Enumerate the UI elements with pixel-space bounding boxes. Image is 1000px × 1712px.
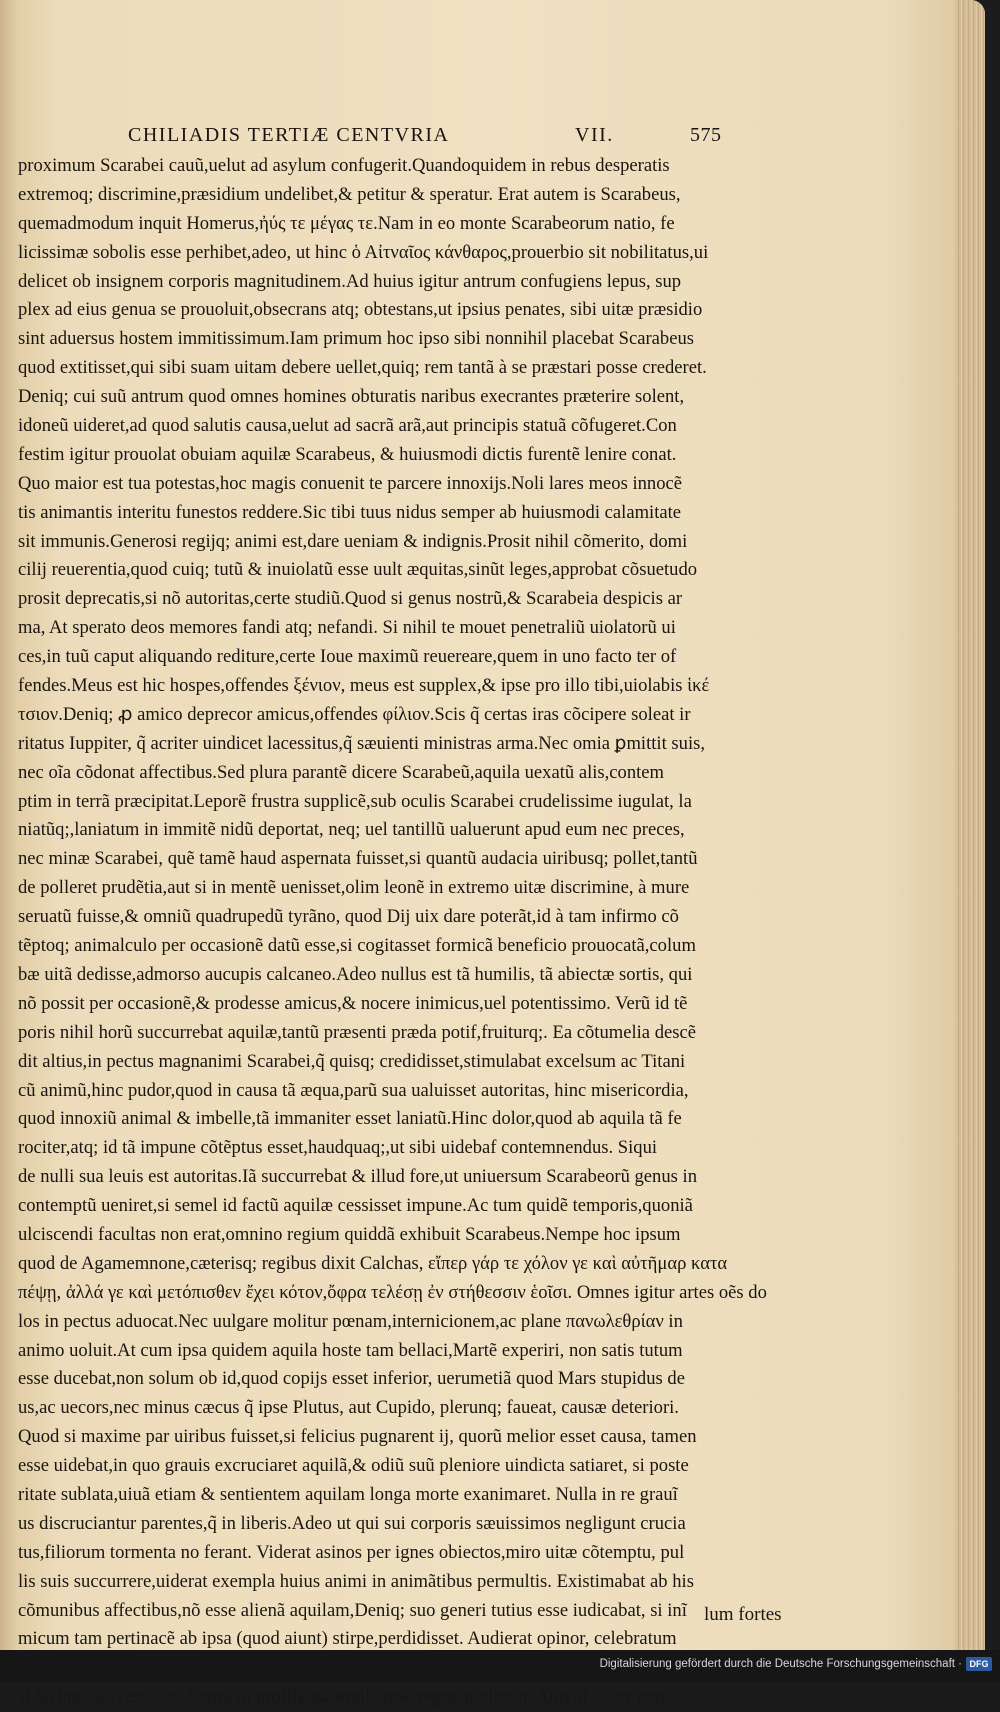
text-line: niatũq;,laniatum in immitẽ nidũ deportat, neq; uel tantillũ ualuerunt apud eum nec preces, xyxy=(18,819,685,841)
text-line: fendes.Meus est hic hospes,offendes ξένιον, meus est supplex,& ipse pro illo tibi,uiolabis ἱκέ xyxy=(18,675,710,697)
text-line: esse ducebat,non solum ob id,quod copijs esset inferior, uerumetiã quod Mars stupidus de xyxy=(18,1368,685,1390)
body-text xyxy=(18,152,770,1712)
text-line: contemptũ ueniret,si semel id factũ aquilæ cessisset impune.Ac tum quidẽ temporis,quoniã xyxy=(18,1195,693,1217)
text-line: tẽptoq; animalculo per occasionẽ datũ esse,si cogitasset formicã beneficio prouocatã,colum xyxy=(18,935,696,957)
text-line: plex ad eius genua se prouoluit,obsecrans atq; obtestans,ut ipsius penates, sibi uitæ præsidio xyxy=(18,299,703,321)
text-line: quod innoxiũ animal & imbelle,tã immaniter esset laniatũ.Hinc dolor,quod ab aquila tã fe xyxy=(18,1108,682,1130)
text-line: extremoq; discrimine,præsidium undelibet,& petitur & speratur. Erat autem is Scarabeus, xyxy=(18,183,681,205)
text-line: micum tam pertinacẽ ab ipsa (quod aiunt) stirpe,perdidisset. Audierat opinor, celebratum xyxy=(18,1628,677,1650)
text-line: quemadmodum inquit Homerus,ἠύς τε μέγας τε.Nam in eo monte Scarabeorum natio, fe xyxy=(18,212,675,234)
text-line: licissimæ sobolis esse perhibet,adeo, ut hinc ὁ Αἰτναῖος κάνθαρος,prouerbio sit nobilitatus,ui xyxy=(18,241,709,263)
text-line: ulciscendi facultas non erat,omnino regium quiddã exhibuit Scarabeus.Nempe hoc ipsum xyxy=(18,1223,681,1245)
text-line: ptim in terrã præcipitat.Leporẽ frustra supplicẽ,sub oculis Scarabei crudelissime iugulat, la xyxy=(18,790,692,812)
text-line: ces,in tuũ caput aliquando rediture,certe Ioue maximũ reuereare,quem in uno facto ter of xyxy=(18,646,677,668)
footer-credit: Digitalisierung gefördert durch die Deutsche Forschungsgemeinschaft · xyxy=(599,1658,962,1670)
text-line: festim igitur prouolat obuiam aquilæ Scarabeus, & huiusmodi dictis furentẽ lenire conat. xyxy=(18,443,677,465)
text-line: us,ac uecors,nec minus cæcus q̃ ipse Plutus, aut Cupido, plerunq; faueat, causæ deteriori. xyxy=(18,1397,679,1419)
centuria-number: VII. xyxy=(575,124,614,146)
text-line: rociter,atq; id tã impune cõtẽptus esset,haudquaq;,ut sibi uidebaf contemnendus. Siqui xyxy=(18,1137,658,1159)
text-line: poris nihil horũ succurrebat aquilæ,tantũ præsenti præda potif,fruiturq;. Ea cõtumelia descẽ xyxy=(18,1021,696,1043)
text-line: nec oĩa cõdonat affectibus.Sed plura parantẽ dicere Scarabeũ,aquila uexatũ alis,contem xyxy=(18,761,665,783)
text-line: prosit deprecatis,si nõ autoritas,certe studiũ.Quod si genus nostrũ,& Scarabeia despicis ar xyxy=(18,588,683,610)
text-line: si facinus successisset,futurũ,ut profligata aquila,ipse regno potiretur. Atq; ut dolor non so xyxy=(18,1686,686,1708)
text-line: delicet ob insignem corporis magnitudinem.Ad huius igitur antrum confugiens lepus, sup xyxy=(18,270,682,292)
text-line: sit immunis.Generosi regijq; animi est,dare ueniam & indignis.Prosit nihil cõmerito, domi xyxy=(18,530,688,552)
text-line: us discruciantur parentes,q̃ in liberis.Adeo ut qui sui corporis sæuissimos negligunt crucia xyxy=(18,1512,686,1534)
page-edge xyxy=(955,0,985,1650)
text-line: de polleret prudẽtia,aut si in mentẽ uenisset,olim leonẽ in extremo uitæ discrimine, à mure xyxy=(18,877,690,899)
text-line: proximum Scarabei cauũ,uelut ad asylum confugerit.Quandoquidem in rebus desperatis xyxy=(18,155,670,176)
text-line: Quod si maxime par uiribus fuisset,si felicius pugnarent ij, quorũ melior esset causa, tamen xyxy=(18,1426,697,1448)
catchword: lum fortes xyxy=(704,1604,782,1625)
dfg-logo: DFG xyxy=(966,1657,992,1671)
text-line: cilij reuerentia,quod cuiq; tutũ & inuiolatũ esse uult æquitas,sinũt leges,approbat cõsuetudo xyxy=(18,559,698,581)
running-head xyxy=(120,124,790,152)
text-line: de nulli sua leuis est autoritas.Iã succurrebat & illud fore,ut uniuersum Scarabeorũ genus in xyxy=(18,1166,697,1188)
text-line: Deniq; cui suũ antrum quod omnes homines obturatis naribus execrantes præterire solent, xyxy=(18,386,685,408)
text-line: seruatũ fuisse,& omniũ quadrupedũ tyrãno, quod Dij uix dare poterãt,id à tam infirmo cõ xyxy=(18,906,679,928)
text-line: cũ animũ,hinc pudor,quod in causa tã æqua,parũ sua ualuisset autoritas, hinc misericordia, xyxy=(18,1079,689,1101)
text-line: quod de Agamemnone,cæterisq; regibus dixit Calchas, εἴπερ γάρ τε χόλον γε καὶ αὐτῆμαρ κατα xyxy=(18,1252,728,1274)
text-line: idoneũ uideret,ad quod salutis causa,uelut ad sacrã arã,aut principis statuã cõfugeret.Con xyxy=(18,415,677,437)
text-line: tus,filiorum tormenta no ferant. Viderat asinos per ignes obiectos,miro uitæ cõtemptu, pul xyxy=(18,1541,685,1563)
text-line: sint aduersus hostem immitissimum.Iam primum hoc ipso sibi nonnihil placebat Scarabeus xyxy=(18,328,695,350)
text-line: dit altius,in pectus magnanimi Scarabei,q̃ quisq; credidisset,stimulabat excelsum ac Titani xyxy=(18,1050,686,1072)
text-line: nõ possit per occasionẽ,& prodesse amicus,& nocere inimicus,uel potentissimo. Verũ id tẽ xyxy=(18,992,688,1014)
text-line: ritatus Iuppiter, q̃ acriter uindicet lacessitus,q̃ sæuienti ministras arma.Nec omia ꝑmittit suis, xyxy=(18,732,705,754)
text-line: ritate sublata,uiuã etiam & sentientem aquilam longa morte exanimaret. Nulla in re grauĩ xyxy=(18,1483,678,1505)
text-line: πέψῃ, ἀλλά γε καὶ μετόπισθεν ἔχει κότον,ὄφρα τελέσῃ ἐν στήθεσσιν ἑοῖσι. Omnes igitur artes oẽs do xyxy=(18,1281,767,1303)
text-line: τσιον.Deniq; ꝓ amico deprecor amicus,offendes φίλιον.Scis q̃ certas iras cõcipere soleat ir xyxy=(18,703,691,725)
page-number: 575 xyxy=(690,124,722,146)
text-line: nec minæ Scarabei, quẽ tamẽ haud aspernata fuisset,si quantũ audacia uiribusq; pollet,tantũ xyxy=(18,848,698,870)
text-line: ma, At sperato deos memores fandi atq; nefandi. Si nihil te mouet penetraliũ uiolatorũ ui xyxy=(18,617,676,639)
running-head-title: CHILIADIS TERTIÆ CENTVRIA xyxy=(128,124,450,146)
text-line: los in pectus aduocat.Nec uulgare molitur pœnam,internicionem,ac plane πανωλεθρίαν in xyxy=(18,1310,683,1332)
text-line: animo uoluit.At cum ipsa quidem aquila hoste tam bellaci,Martẽ experiri, non satis tutum xyxy=(18,1339,683,1361)
text-line: quod extitisset,qui sibi suam uitam debere uellet,quiq; rem tantã à se præstari posse crederet. xyxy=(18,357,707,379)
text-line: esse uidebat,in quo grauis excruciaret aquilã,& odiũ suũ pleniore uindicta satiaret, si poste xyxy=(18,1455,689,1477)
text-line: Quo maior est tua potestas,hoc magis conuenit te parcere innoxijs.Noli lares meos innocẽ xyxy=(18,472,683,494)
text-line: bæ uitã dedisse,admorso aucupis calcaneo.Adeo nullus est tã humilis, tã abiectæ sortis, qui xyxy=(18,963,693,985)
text-line: cõmunibus affectibus,nõ esse alienã aquilam,Deniq; suo generi tutius esse iudicabat, si inĩ xyxy=(18,1599,687,1621)
text-line: lis suis succurrere,uiderat exempla huius animi in animãtibus permultis. Existimabat ab his xyxy=(18,1570,694,1592)
text-line: tis animantis interitu funestos reddere.Sic tibi tuus nidus semper ab huiusmodi calamitate xyxy=(18,501,682,523)
